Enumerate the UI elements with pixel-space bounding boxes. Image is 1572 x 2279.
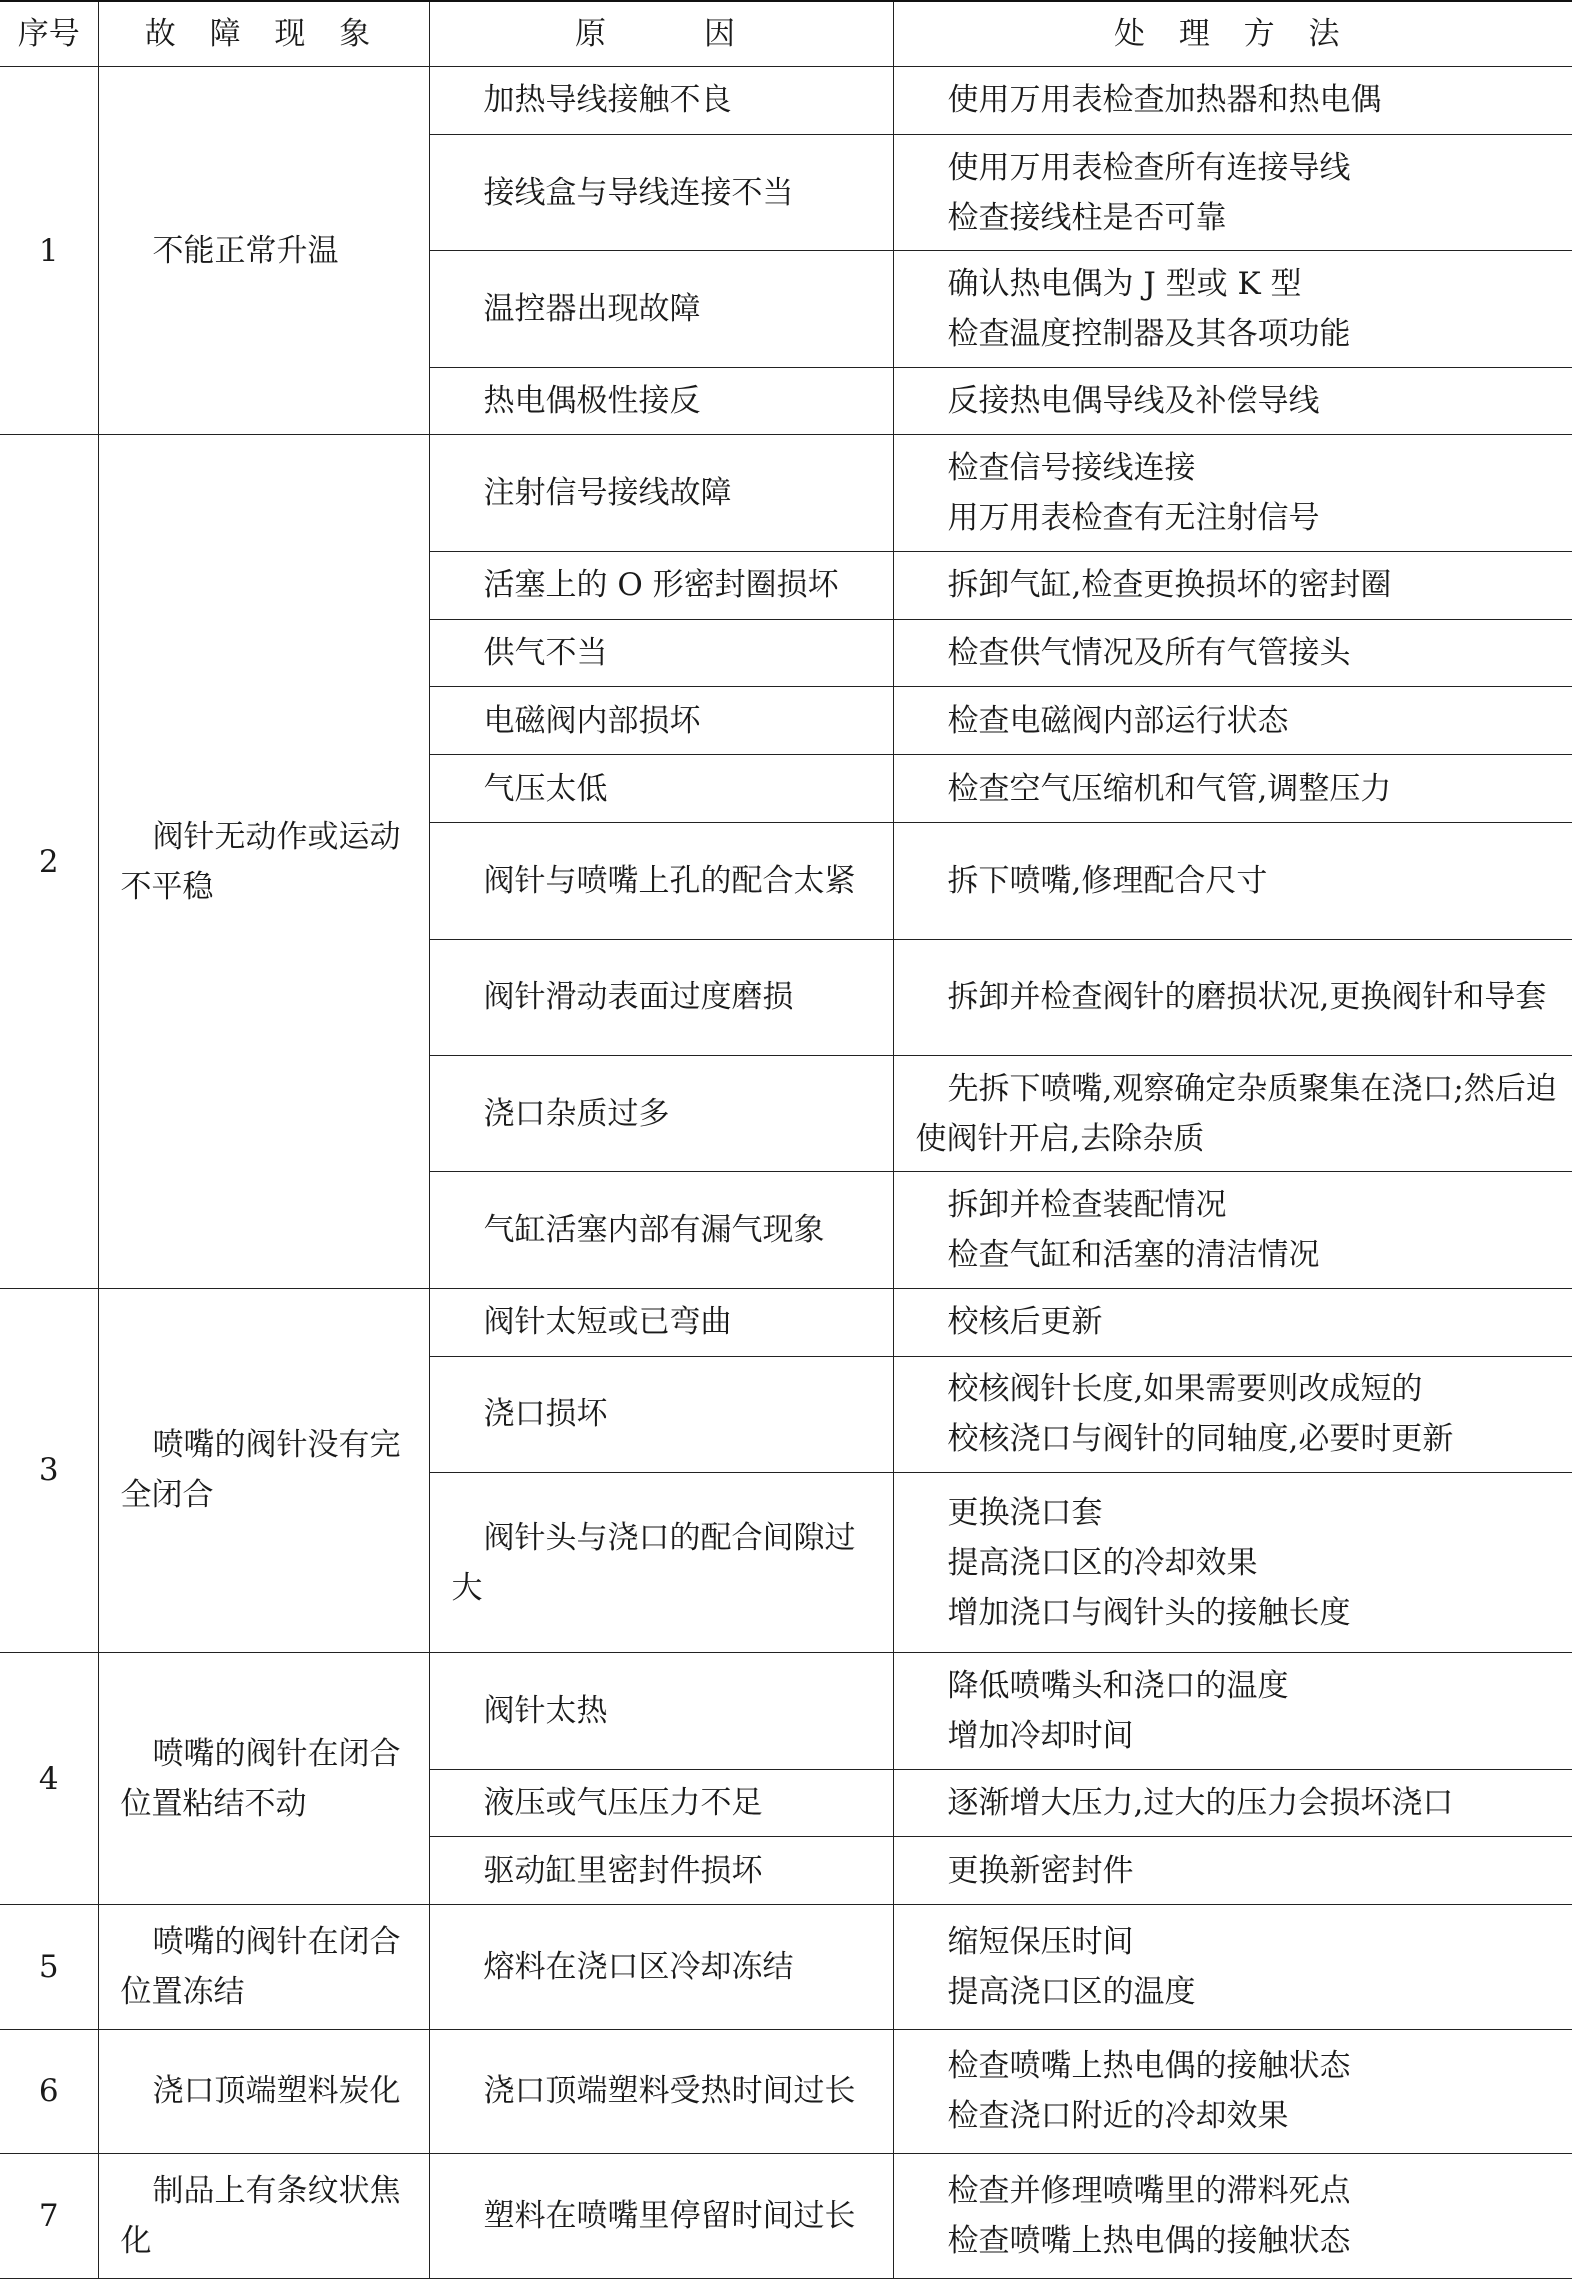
fix-line: 检查温度控制器及其各项功能 <box>947 315 1351 352</box>
fix-line: 检查喷嘴上热电偶的接触状态 <box>947 2048 1351 2085</box>
table-row <box>0 67 1572 135</box>
row-fix <box>893 1055 1572 1171</box>
fix-line: 检查接线柱是否可靠 <box>947 199 1227 236</box>
fix-line: 更换浇口套 <box>947 1494 1103 1531</box>
fix-line: 拆卸并检查装配情况 <box>947 1187 1227 1224</box>
row-symptom: 阀针无动作或运动不平稳 <box>98 435 429 1288</box>
row-cause: 阀针滑动表面过度磨损 <box>429 939 893 1055</box>
fix-line: 用万用表检查有无注射信号 <box>947 500 1320 537</box>
row-fix <box>893 435 1572 551</box>
fix-line: 检查空气压缩机和气管,调整压力 <box>947 770 1392 807</box>
row-cause: 阀针与喷嘴上孔的配合太紧 <box>429 823 893 939</box>
row-cause: 活塞上的 O 形密封圈损坏 <box>429 551 893 619</box>
header-seq: 序号 <box>0 1 98 67</box>
fix-line: 检查电磁阀内部运行状态 <box>947 702 1289 739</box>
row-fix <box>893 367 1572 435</box>
row-fix <box>893 1288 1572 1356</box>
table-row <box>0 1288 1572 1356</box>
table-row <box>0 2154 1572 2279</box>
row-cause: 温控器出现故障 <box>429 251 893 367</box>
fix-line: 使用万用表检查所有连接导线 <box>947 149 1351 186</box>
row-seq: 7 <box>0 2154 98 2279</box>
table-body <box>0 67 1572 2279</box>
fix-line: 检查供气情况及所有气管接头 <box>947 635 1351 672</box>
row-cause: 浇口顶端塑料受热时间过长 <box>429 2029 893 2154</box>
row-cause: 供气不当 <box>429 619 893 687</box>
header-symptom: 故 障 现 象 <box>98 1 429 67</box>
row-fix <box>893 1653 1572 1769</box>
row-fix <box>893 1172 1572 1288</box>
row-symptom: 浇口顶端塑料炭化 <box>98 2029 429 2154</box>
fix-line: 检查气缸和活塞的清洁情况 <box>947 1237 1320 1274</box>
fix-line: 提高浇口区的温度 <box>947 1973 1196 2010</box>
row-fix <box>893 1905 1572 2030</box>
fix-line: 检查并修理喷嘴里的滞料死点 <box>947 2173 1351 2210</box>
row-cause: 浇口损坏 <box>429 1356 893 1472</box>
header-row <box>0 1 1572 67</box>
fix-line: 确认热电偶为 J 型或 K 型 <box>947 265 1302 302</box>
row-fix <box>893 251 1572 367</box>
row-cause: 阀针太短或已弯曲 <box>429 1288 893 1356</box>
row-fix <box>893 1356 1572 1472</box>
fix-line: 校核浇口与阀针的同轴度,必要时更新 <box>947 1421 1454 1458</box>
row-symptom: 喷嘴的阀针在闭合位置冻结 <box>98 1905 429 2030</box>
row-seq: 5 <box>0 1905 98 2030</box>
table-header <box>0 1 1572 67</box>
fix-line: 缩短保压时间 <box>947 1923 1134 1960</box>
fix-line: 检查喷嘴上热电偶的接触状态 <box>947 2223 1351 2260</box>
row-cause: 熔料在浇口区冷却冻结 <box>429 1905 893 2030</box>
fix-line: 增加冷却时间 <box>947 1717 1134 1754</box>
fix-line: 检查信号接线连接 <box>947 450 1196 487</box>
header-cause: 原 因 <box>429 1 893 67</box>
row-cause: 接线盒与导线连接不当 <box>429 134 893 250</box>
row-cause: 电磁阀内部损坏 <box>429 687 893 755</box>
row-fix <box>893 67 1572 135</box>
row-fix <box>893 823 1572 939</box>
table-row <box>0 2029 1572 2154</box>
row-fix <box>893 1769 1572 1837</box>
row-cause: 阀针头与浇口的配合间隙过大 <box>429 1472 893 1652</box>
row-cause: 驱动缸里密封件损坏 <box>429 1837 893 1905</box>
fix-line: 拆下喷嘴,修理配合尺寸 <box>947 862 1268 899</box>
row-cause: 液压或气压压力不足 <box>429 1769 893 1837</box>
fix-line: 校核阀针长度,如果需要则改成短的 <box>947 1371 1423 1408</box>
row-cause: 注射信号接线故障 <box>429 435 893 551</box>
row-fix <box>893 2029 1572 2154</box>
fix-line: 增加浇口与阀针头的接触长度 <box>947 1594 1351 1631</box>
row-fix <box>893 687 1572 755</box>
row-fix <box>893 134 1572 250</box>
row-seq: 1 <box>0 67 98 435</box>
row-fix <box>893 939 1572 1055</box>
row-seq: 3 <box>0 1288 98 1652</box>
row-seq: 4 <box>0 1653 98 1905</box>
fix-line: 反接热电偶导线及补偿导线 <box>947 383 1320 420</box>
row-cause: 塑料在喷嘴里停留时间过长 <box>429 2154 893 2279</box>
row-symptom: 喷嘴的阀针在闭合位置粘结不动 <box>98 1653 429 1905</box>
row-fix <box>893 2154 1572 2279</box>
fix-line: 降低喷嘴头和浇口的温度 <box>947 1667 1289 1704</box>
fix-line: 更换新密封件 <box>947 1852 1134 1889</box>
row-fix <box>893 1837 1572 1905</box>
row-symptom: 喷嘴的阀针没有完全闭合 <box>98 1288 429 1652</box>
row-fix <box>893 551 1572 619</box>
row-symptom: 不能正常升温 <box>98 67 429 435</box>
fix-line: 先拆下喷嘴,观察确定杂质聚集在浇口;然后迫使阀针开启,去除杂质 <box>915 1070 1557 1157</box>
row-cause: 加热导线接触不良 <box>429 67 893 135</box>
row-cause: 阀针太热 <box>429 1653 893 1769</box>
row-fix <box>893 755 1572 823</box>
fix-line: 使用万用表检查加热器和热电偶 <box>947 82 1382 119</box>
row-fix <box>893 1472 1572 1652</box>
fix-line: 提高浇口区的冷却效果 <box>947 1544 1258 1581</box>
row-fix <box>893 619 1572 687</box>
fix-line: 校核后更新 <box>947 1304 1103 1341</box>
fix-line: 检查浇口附近的冷却效果 <box>947 2098 1289 2135</box>
fix-line: 拆卸气缸,检查更换损坏的密封圈 <box>947 567 1392 604</box>
row-seq: 2 <box>0 435 98 1288</box>
row-cause: 热电偶极性接反 <box>429 367 893 435</box>
fix-line: 拆卸并检查阀针的磨损状况,更换阀针和导套 <box>947 979 1547 1016</box>
table-row <box>0 1653 1572 1769</box>
table-row <box>0 435 1572 551</box>
fix-line: 逐渐增大压力,过大的压力会损坏浇口 <box>947 1784 1454 1821</box>
row-cause: 浇口杂质过多 <box>429 1055 893 1171</box>
row-seq: 6 <box>0 2029 98 2154</box>
row-cause: 气缸活塞内部有漏气现象 <box>429 1172 893 1288</box>
header-fix: 处 理 方 法 <box>893 1 1572 67</box>
row-cause: 气压太低 <box>429 755 893 823</box>
row-symptom: 制品上有条纹状焦化 <box>98 2154 429 2279</box>
table-row <box>0 1905 1572 2030</box>
